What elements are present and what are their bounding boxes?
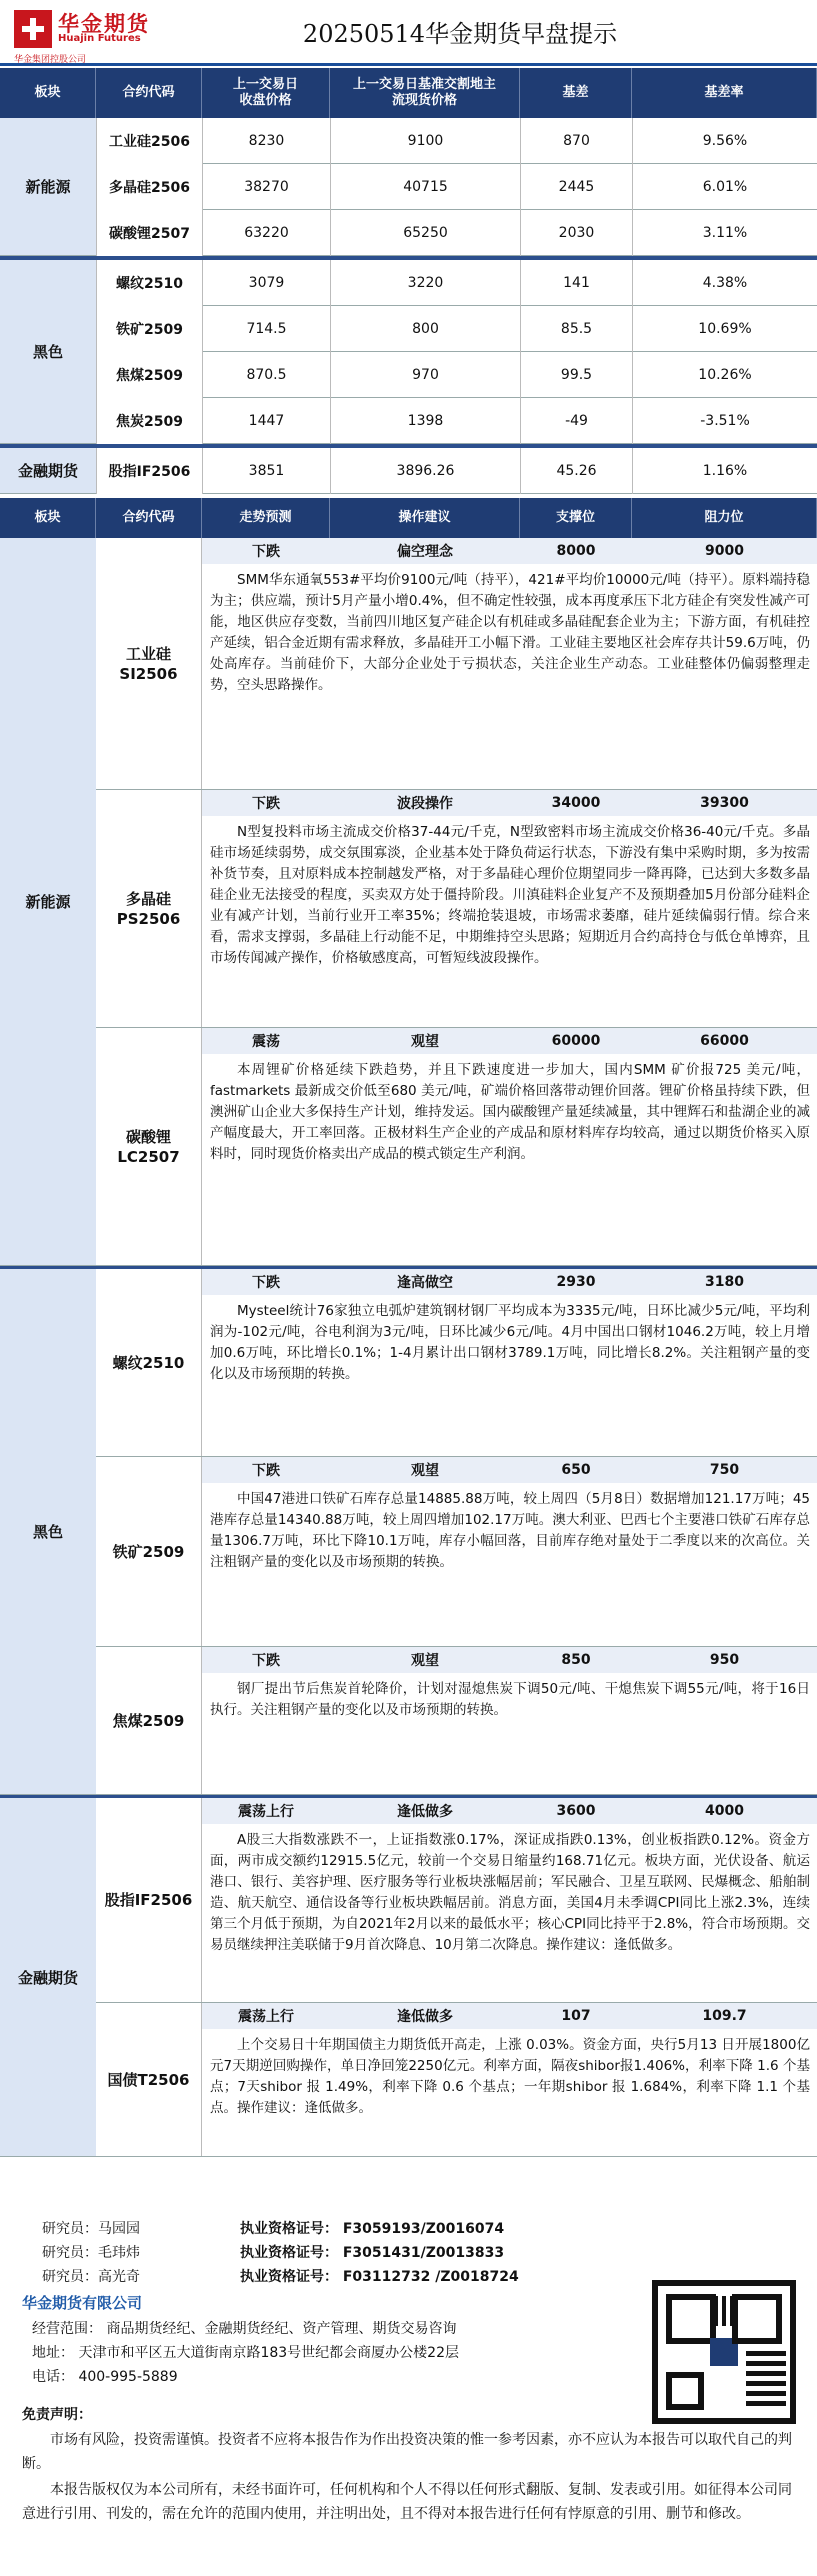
strategy-summary	[202, 1269, 817, 1295]
strategy-support: 34000	[551, 795, 601, 811]
table-cell: 9100	[330, 118, 520, 164]
table2-header-cell: 阻力位	[632, 498, 817, 538]
strategy-support: 60000	[551, 1033, 601, 1049]
strategy-block	[96, 1457, 817, 1647]
table-cell: 多晶硅2506	[96, 164, 202, 210]
company-name: 华金期货有限公司	[22, 2294, 143, 2312]
logo-text: 华金期货	[58, 12, 150, 36]
table-cell: 10.69%	[632, 306, 817, 352]
table1-header-cell: 基差率	[632, 68, 817, 118]
strategy-summary	[202, 2003, 817, 2029]
page-title: 20250514华金期货早盘提示	[302, 20, 618, 48]
table-cell: 铁矿2509	[96, 306, 202, 352]
logo-subtitle: 华金集团控股公司	[14, 55, 87, 65]
table-cell: 2445	[520, 164, 632, 210]
table1-header-cell: 合约代码	[96, 68, 202, 118]
strategy-support: 2930	[556, 1274, 596, 1290]
address: 地址： 天津市和平区五大道街南京路183号世纪都会商厦办公楼22层	[32, 2345, 459, 2361]
strategy-resist: 66000	[700, 1033, 749, 1049]
strategy-trend: 下跌	[252, 796, 280, 812]
researcher-3-cert: 执业资格证号： F03112732 /Z0018724	[240, 2269, 519, 2285]
table-cell: 1447	[202, 398, 330, 444]
strategy-summary	[202, 1457, 817, 1483]
strategy-resist: 3180	[705, 1274, 744, 1290]
table2-header-cell: 操作建议	[330, 498, 520, 538]
strategy-resist: 39300	[700, 795, 749, 811]
contract-code: 焦煤2509	[96, 1647, 202, 1794]
strategy-trend: 下跌	[252, 1653, 280, 1669]
table-cell: 714.5	[202, 306, 330, 352]
table1-header-cell: 基差	[520, 68, 632, 118]
strategy-block	[96, 538, 817, 790]
analysis-text: A股三大指数涨跌不一，上证指数涨0.17%，深证成指跌0.13%，创业板指跌0.12%。资金方面，两市成交额约12915.5亿元，较前一个交易日缩量约168.71亿元。板块方面，光伏设备、航运港口、银行、美容护理、医疗服务等行业板块涨幅居前；军民融合、卫星互联网、民爆概念、船舶制造、航天航空、通信设备等行业板块跌幅居前。消息方面，美国4月未季调CPI同比上涨2.3%，连续第三个月低于预期，为自2021年2月以来的最低水平；核心CPI同比持平于2.8%，符合市场预期。交易员继续押注美联储于9月首次降息、10月第二次降息。操作建议：逢低做多。	[210, 1832, 810, 1953]
table-row	[96, 210, 817, 256]
table2-header-row	[0, 498, 817, 538]
strategy-block	[96, 1647, 817, 1795]
table-cell: 141	[520, 260, 632, 306]
table-cell: 碳酸锂2507	[96, 210, 202, 256]
table-row	[96, 118, 817, 164]
strategy-trend: 震荡	[252, 1034, 280, 1050]
table-cell: 3896.26	[330, 448, 520, 494]
table-cell: 45.26	[520, 448, 632, 494]
strategy-resist: 950	[709, 1652, 740, 1668]
table2-header-cell: 走势预测	[202, 498, 330, 538]
analysis-text: 上个交易日十年期国债主力期货低开高走，上涨 0.03%。资金方面，央行5月13 日开展1800亿元7天期逆回购操作，单日净回笼2250亿元。利率方面，隔夜shibor报1.406%，利率下降 1.6 个基点；7天shibor 报 1.49%，利率下降 0.6 个基点；一年期shibor 报 1.684%，利率下降 1.1 个基点。操作建议：逢低做多。	[210, 2037, 810, 2116]
strategy-trend: 震荡上行	[238, 2009, 294, 2025]
table1-header-cell: 板块	[0, 68, 96, 118]
table-cell: 85.5	[520, 306, 632, 352]
table-cell: 40715	[330, 164, 520, 210]
table-cell: 8230	[202, 118, 330, 164]
strategy-support: 107	[561, 2008, 591, 2024]
table-cell: 10.26%	[632, 352, 817, 398]
table-cell: 股指IF2506	[96, 448, 202, 494]
contract-code: 多晶硅 PS2506	[96, 790, 202, 1027]
table-cell: -49	[520, 398, 632, 444]
disclaimer-text-1: 市场有风险，投资需谨慎。投资者不应将本报告作为作出投资决策的惟一参考因素，亦不应认为本报告可以取代自己的判断。	[22, 2432, 792, 2472]
table-row	[96, 260, 817, 306]
sector-label: 新能源	[0, 118, 96, 256]
strategy-block	[96, 790, 817, 1028]
analysis-text: 本周锂矿价格延续下跌趋势，并且下跌速度进一步加大，国内SMM 矿价报725 美元/吨，fastmarkets 最新成交价低至680 美元/吨，矿端价格回落带动锂价回落。锂矿价格虽持续下跌，但澳洲矿山企业大多保持生产计划，维持发运。国内碳酸锂产量延续减量，其中锂辉石和盐湖企业的减产幅度最大，开工率回落。正极材料生产企业的产成品和原材料库存均较高，通过以期货价格买入原料时，同时现货价格卖出产成品的模式锁定生产利润。	[210, 1062, 810, 1162]
strategy-resist: 750	[709, 1462, 740, 1478]
sector-label: 黑色	[0, 1269, 96, 1795]
table-row	[96, 448, 817, 494]
table2-header-cell: 支撑位	[520, 498, 632, 538]
phone: 电话： 400-995-5889	[32, 2369, 178, 2385]
contract-code: 工业硅 SI2506	[96, 538, 202, 789]
strategy-advice: 偏空理念	[397, 544, 453, 560]
table-cell: 65250	[330, 210, 520, 256]
table-cell: 800	[330, 306, 520, 352]
strategy-resist: 109.7	[702, 2008, 747, 2024]
researcher-2: 研究员：毛玮炜	[42, 2245, 140, 2261]
strategy-resist: 9000	[705, 543, 744, 559]
researcher-1-cert: 执业资格证号： F3059193/Z0016074	[240, 2221, 505, 2237]
table-cell: 38270	[202, 164, 330, 210]
analysis-text: 钢厂提出节后焦炭首轮降价，计划对湿熄焦炭下调50元/吨、干熄焦炭下调55元/吨，将于16日执行。关注粗钢产量的变化以及市场预期的转换。	[210, 1681, 810, 1718]
strategy-summary	[202, 538, 817, 564]
table2-header-cell: 板块	[0, 498, 96, 538]
analysis-text: Mysteel统计76家独立电弧炉建筑钢材钢厂平均成本为3335元/吨，日环比减少5元/吨，平均利润为-102元/吨，谷电利润为3元/吨，日环比减少6元/吨。4月中国出口钢材1046.2万吨，较上月增加0.6万吨，环比增长0.1%；1-4月累计出口钢材3789.1万吨，同比增长8.2%。关注粗钢产量的变化以及市场预期的转换。	[210, 1303, 810, 1382]
sector-label: 黑色	[0, 260, 96, 444]
table-cell: 63220	[202, 210, 330, 256]
disclaimer-title: 免责声明：	[22, 2407, 92, 2423]
table-row	[96, 164, 817, 210]
table-cell: 870	[520, 118, 632, 164]
strategy-summary	[202, 790, 817, 816]
table-cell: 螺纹2510	[96, 260, 202, 306]
strategy-support: 8000	[556, 543, 596, 559]
analysis-text: SMM华东通氧553#平均价9100元/吨（持平），421#平均价10000元/吨（持平）。原料端持稳为主；供应端，预计5月产量小增0.4%，但不确定性较强，成本再度承压下北方硅企有突发性减产可能，地区供应存变数，当前四川地区复产硅企以有机硅或多晶硅配套企业为主；下游方面，有机硅控产延续，铝合金近期有需求释放，多晶硅开工小幅下滑。工业硅主要地区社会库存共计59.6万吨，仍处高库存。当前硅价下，大部分企业处于亏损状态，关注企业生产动态。工业硅整体仍偏弱整理走势，空头思路操作。	[210, 572, 810, 693]
contract-code: 碳酸锂 LC2507	[96, 1028, 202, 1265]
sector-label: 金融期货	[0, 448, 96, 494]
strategy-trend: 震荡上行	[238, 1804, 294, 1820]
table-row	[96, 306, 817, 352]
strategy-trend: 下跌	[252, 1463, 280, 1479]
strategy-block	[96, 1798, 817, 2003]
strategy-block	[96, 1028, 817, 1266]
table1-header-row	[0, 68, 817, 118]
qr-code-icon	[652, 2280, 796, 2424]
analysis-text: 中国47港进口铁矿石库存总量14885.88万吨，较上周四（5月8日）数据增加121.17万吨；45港库存总量14340.88万吨，较上周四增加102.17万吨。澳大利亚、巴西七个主要港口铁矿石库存总量1306.7万吨，环比下降10.1万吨，库存小幅回落，目前库存绝对量处于二季度以来的次高位。关注粗钢产量的变化以及市场预期的转换。	[210, 1491, 810, 1570]
strategy-summary	[202, 1028, 817, 1054]
table-cell: -3.51%	[632, 398, 817, 444]
strategy-block	[96, 1269, 817, 1457]
table-row	[96, 352, 817, 398]
table-cell: 3.11%	[632, 210, 817, 256]
table-cell: 99.5	[520, 352, 632, 398]
table-cell: 4.38%	[632, 260, 817, 306]
strategy-support: 850	[561, 1652, 591, 1668]
analysis-text: N型复投料市场主流成交价格37-44元/千克，N型致密料市场主流成交价格36-40元/千克。多晶硅市场延续弱势，成交氛围寡淡，企业基本处于降负荷运行状态，下游没有集中采购时期，多为按需补货节奏，且对原料成本控制越发严格，对于多晶硅心理价位期望同步一降再降，已达到大多数多晶硅企业无法接受的程度，买卖双方处于僵持阶段。川滇硅料企业复产不及预期叠加5月份部分硅料企业有减产计划，当前行业开工率35%；终端抢装退坡，市场需求萎靡，硅片延续偏弱行情。综合来看，需求支撑弱，多晶硅上行动能不足，中期维持空头思路；短期近月合约高持仓与低仓单博弈，且市场传闻减产操作，价格敏感度高，可暂短线波段操作。	[210, 824, 810, 966]
business-scope: 经营范围： 商品期货经纪、金融期货经纪、资产管理、期货交易咨询	[32, 2321, 457, 2337]
table-cell: 3220	[330, 260, 520, 306]
table-cell: 870.5	[202, 352, 330, 398]
strategy-advice: 观望	[411, 1463, 439, 1479]
table-cell: 1.16%	[632, 448, 817, 494]
strategy-support: 650	[561, 1462, 591, 1478]
logo-icon	[14, 10, 52, 48]
contract-code: 螺纹2510	[96, 1269, 202, 1456]
strategy-advice: 波段操作	[397, 796, 453, 812]
table2-header-cell: 合约代码	[96, 498, 202, 538]
strategy-trend: 下跌	[252, 544, 280, 560]
table-cell: 3079	[202, 260, 330, 306]
table-cell: 9.56%	[632, 118, 817, 164]
table-cell: 2030	[520, 210, 632, 256]
strategy-advice: 逢低做多	[397, 2009, 453, 2025]
researcher-2-cert: 执业资格证号： F3051431/Z0013833	[240, 2245, 505, 2261]
contract-code: 股指IF2506	[96, 1798, 202, 2002]
table-cell: 焦煤2509	[96, 352, 202, 398]
table-cell: 焦炭2509	[96, 398, 202, 444]
strategy-trend: 下跌	[252, 1275, 280, 1291]
strategy-summary	[202, 1647, 817, 1673]
strategy-advice: 观望	[411, 1034, 439, 1050]
researcher-1: 研究员：马园园	[42, 2221, 140, 2237]
logo-english: Huajin Futures	[58, 33, 141, 44]
strategy-advice: 逢高做空	[397, 1275, 453, 1291]
strategy-block	[96, 2003, 817, 2157]
header	[0, 0, 817, 66]
contract-code: 国债T2506	[96, 2003, 202, 2156]
sector-label: 金融期货	[0, 1798, 96, 2157]
table1-header-cell: 上一交易日基准交割地主 流现货价格	[330, 68, 520, 118]
table1-header-cell: 上一交易日 收盘价格	[202, 68, 330, 118]
disclaimer-text-2: 本报告版权仅为本公司所有，未经书面许可，任何机构和个人不得以任何形式翻版、复制、发表或引用。如征得本公司同意进行引用、刊发的，需在允许的范围内使用，并注明出处，且不得对本报告进行任何有悖原意的引用、删节和修改。	[22, 2482, 792, 2522]
strategy-resist: 4000	[705, 1803, 744, 1819]
strategy-advice: 观望	[411, 1653, 439, 1669]
sector-label: 新能源	[0, 538, 96, 1266]
table-cell: 1398	[330, 398, 520, 444]
strategy-summary	[202, 1798, 817, 1824]
researcher-3: 研究员：高光奇	[42, 2269, 140, 2285]
table-row	[96, 398, 817, 444]
strategy-support: 3600	[556, 1803, 596, 1819]
strategy-advice: 逢低做多	[397, 1804, 453, 1820]
contract-code: 铁矿2509	[96, 1457, 202, 1646]
table-cell: 970	[330, 352, 520, 398]
table-cell: 3851	[202, 448, 330, 494]
table-cell: 工业硅2506	[96, 118, 202, 164]
table-cell: 6.01%	[632, 164, 817, 210]
